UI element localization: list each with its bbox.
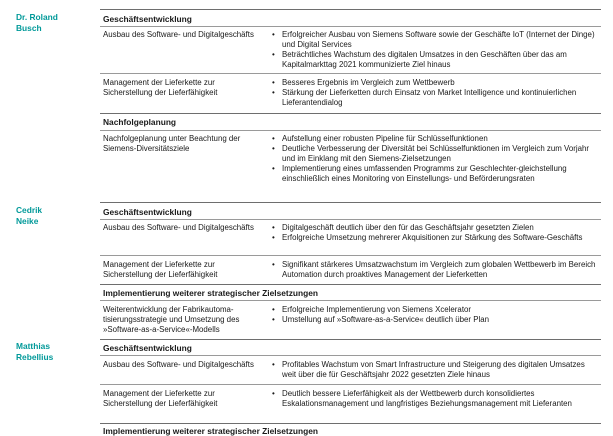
table-rule	[100, 73, 601, 74]
row-label: Weiterentwicklung der Fabrikautoma-tisierungsstrategie und Umsetzung des »Software-as-a-Service«-Modells	[103, 305, 240, 334]
person-name-line: Dr. Roland	[16, 12, 58, 22]
bullet-item: • Umstellung auf »Software-as-a-Service« deutlich über Plan	[268, 315, 600, 325]
table-rule	[100, 219, 601, 220]
section-title: Nachfolgeplanung	[103, 117, 177, 127]
bullet-item: • Besseres Ergebnis im Vergleich zum Wettbewerb	[268, 78, 600, 88]
row-label: Ausbau des Software- und Digitalgeschäfts	[103, 360, 254, 369]
bullet-item: • Deutliche Verbesserung der Diversität bei Schlüsselfunktionen im Vergleich zum Vorjahr und im Einklang mit den Siemens-Zielsetzungen	[268, 144, 600, 164]
bullet-item: • Deutlich bessere Lieferfähigkeit als der Wettbewerb durch konsolidiertes Eskalationsmanagement und langfristiges Beziehungsmanagement mit Lieferanten	[268, 389, 600, 409]
bullet-item: • Digitalgeschäft deutlich über den für das Geschäftsjahr gesetzten Zielen	[268, 223, 600, 233]
row-label: Nachfolgeplanung unter Beachtung der Siemens-Diversitätsziele	[103, 134, 241, 153]
table-rule	[100, 255, 601, 256]
table-rule	[100, 26, 601, 27]
person-name-line: Neike	[16, 215, 39, 226]
person-name	[16, 341, 53, 362]
person-name	[16, 205, 42, 226]
table-rule	[100, 130, 601, 131]
section-title: Geschäftsentwicklung	[103, 207, 192, 217]
bullet-list	[268, 360, 600, 380]
bullet-item: • Erfolgreiche Implementierung von Siemens Xcelerator	[268, 305, 600, 315]
bullet-item: • Erfolgreiche Umsetzung mehrerer Akquisitionen zur Stärkung des Software-Geschäfts	[268, 233, 600, 243]
bullet-item: • Profitables Wachstum von Smart Infrastructure und Steigerung des digitalen Umsatzes weit über die für Geschäftsjahr 2022 gesetzten Ziele hinaus	[268, 360, 600, 380]
bullet-list	[268, 134, 600, 184]
bullet-item: • Implementierung eines umfassenden Programms zur Geschlechter-gleichstellung einschließlich eines Monitoring von Einstellungs- und Beförderungsraten	[268, 164, 600, 184]
bullet-list	[268, 78, 600, 108]
row-label: Management der Lieferkette zur Sicherstellung der Lieferfähigkeit	[103, 389, 218, 408]
table-rule	[100, 300, 601, 301]
table-rule	[100, 284, 601, 285]
section-title: Geschäftsentwicklung	[103, 343, 192, 353]
bullet-item: • Beträchtliches Wachstum des digitalen Umsatzes in den Geschäften über das am Kapitalmarkttag 2021 kommunizierte Ziel hinaus	[268, 50, 600, 70]
person-name	[16, 12, 58, 33]
table-rule	[100, 339, 601, 340]
table-rule	[100, 202, 601, 203]
person-name-line: Cedrik	[16, 205, 43, 215]
bullet-list	[268, 260, 600, 280]
bullet-list	[268, 30, 600, 70]
person-name-line: Matthias	[16, 341, 50, 351]
person-name-line: Busch	[16, 22, 42, 33]
bullet-list	[268, 223, 600, 243]
bullet-item: • Signifikant stärkeres Umsatzwachstum im Vergleich zum globalen Wettbewerb im Bereich Automation durch proaktives Management der Lieferketten	[268, 260, 600, 280]
section-title: Implementierung weiterer strategischer Zielsetzungen	[103, 288, 319, 298]
table-rule	[100, 355, 601, 356]
bullet-item: • Stärkung der Lieferketten durch Einsatz von Market Intelligence und kontinuierlichen Lieferantendialog	[268, 88, 600, 108]
table-rule	[100, 384, 601, 385]
row-label: Management der Lieferkette zur Sicherstellung der Lieferfähigkeit	[103, 260, 218, 279]
table-rule	[100, 423, 601, 424]
bullet-list	[268, 389, 600, 409]
person-name-line: Rebellius	[16, 351, 54, 362]
bullet-list	[268, 305, 600, 325]
bullet-item: • Aufstellung einer robusten Pipeline für Schlüsselfunktionen	[268, 134, 600, 144]
section-title: Geschäftsentwicklung	[103, 14, 192, 24]
table-rule	[100, 113, 601, 114]
table-rule	[100, 9, 601, 10]
row-label: Management der Lieferkette zur Sicherstellung der Lieferfähigkeit	[103, 78, 218, 97]
row-label: Ausbau des Software- und Digitalgeschäfts	[103, 223, 254, 232]
bullet-item: • Erfolgreicher Ausbau von Siemens Software sowie der Geschäfte IoT (Internet der Dinge) und Digital Services	[268, 30, 600, 50]
section-title: Implementierung weiterer strategischer Zielsetzungen	[103, 426, 319, 436]
row-label: Ausbau des Software- und Digitalgeschäfts	[103, 30, 254, 39]
